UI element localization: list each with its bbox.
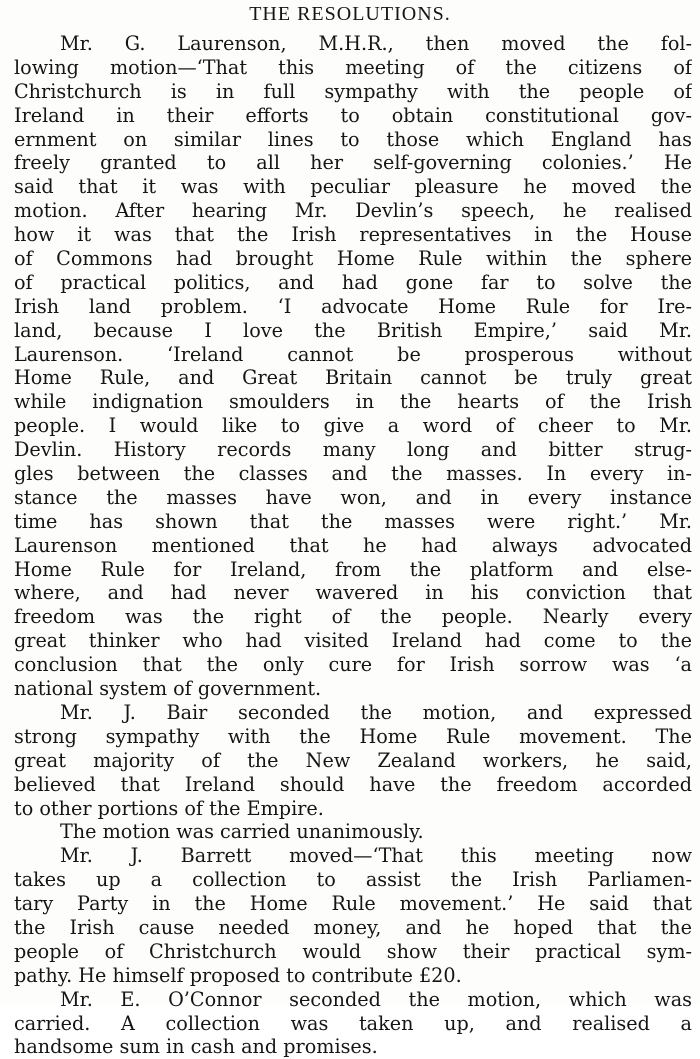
article-line: national system of government. (14, 677, 322, 701)
article-line: people of Christchurch would show their practical sym- (14, 939, 692, 963)
article-line: while indignation smoulders in the hearts of the Irish (14, 390, 692, 414)
article-line: Laurenson. ‘Ireland cannot be prosperous without (14, 342, 692, 366)
article-line: lowing motion—‘That this meeting of the citizens of (14, 55, 692, 79)
article-line: great majority of the New Zealand workers, he said, (14, 748, 692, 772)
article-line: Home Rule, and Great Britain cannot be truly great (14, 366, 692, 390)
article-body (14, 32, 692, 1059)
article-line: believed that Ireland should have the freedom accorded (14, 772, 692, 796)
article-line: conclusion that the only cure for Irish sorrow was ‘a (14, 653, 692, 677)
article-line: Christchurch is in full sympathy with the people of (14, 79, 692, 103)
article-line: where, and had never wavered in his conviction that (14, 581, 692, 605)
article-line: pathy. He himself proposed to contribute £20. (14, 963, 462, 987)
article-line: land, because I love the British Empire,’ said Mr. (14, 318, 692, 342)
article-line: Irish land problem. ‘I advocate Home Rule for Ire- (14, 294, 692, 318)
article-line: time has shown that the masses were right.’ Mr. (14, 509, 692, 533)
article-line: Mr. J. Bair seconded the motion, and expressed (60, 700, 692, 724)
article-line: takes up a collection to assist the Irish Parliamen- (14, 868, 692, 892)
article-line: of Commons had brought Home Rule within the sphere (14, 247, 692, 271)
article-line: carried. A collection was taken up, and realised a (14, 1011, 692, 1035)
article-line: Ireland in their efforts to obtain constitutional gov- (14, 103, 692, 127)
article-line: great thinker who had visited Ireland had come to the (14, 629, 692, 653)
article-line: handsome sum in cash and promises. (14, 1035, 378, 1059)
article-line: how it was that the Irish representatives in the House (14, 223, 692, 247)
article-line: Devlin. History records many long and bitter strug- (14, 438, 692, 462)
article-heading: THE RESOLUTIONS. (249, 3, 451, 25)
article-line: gles between the classes and the masses. In every in- (14, 462, 692, 486)
article-line: people. I would like to give a word of cheer to Mr. (14, 414, 692, 438)
article-line: of practical politics, and had gone far to solve the (14, 270, 692, 294)
article-line: strong sympathy with the Home Rule movement. The (14, 724, 692, 748)
article-line: stance the masses have won, and in every instance (14, 485, 692, 509)
article-line: Home Rule for Ireland, from the platform and else- (14, 557, 692, 581)
article-line: Mr. E. O’Connor seconded the motion, which was (60, 987, 692, 1011)
article-line: Mr. J. Barrett moved—‘That this meeting now (60, 844, 692, 868)
article-line: said that it was with peculiar pleasure he moved the (14, 175, 692, 199)
article-line: Mr. G. Laurenson, M.H.R., then moved the fol- (60, 32, 692, 55)
article-line: Laurenson mentioned that he had always advocated (14, 533, 692, 557)
article-line: The motion was carried unanimously. (60, 820, 424, 844)
article-line: freely granted to all her self-governing colonies.’ He (14, 151, 692, 175)
article-line: tary Party in the Home Rule movement.’ He said that (14, 892, 692, 916)
article-line: the Irish cause needed money, and he hoped that the (14, 915, 692, 939)
article-line: motion. After hearing Mr. Devlin’s speech, he realised (14, 199, 692, 223)
article-line: ernment on similar lines to those which England has (14, 127, 692, 151)
article-line: freedom was the right of the people. Nearly every (14, 605, 692, 629)
article-line: to other portions of the Empire. (14, 796, 324, 820)
